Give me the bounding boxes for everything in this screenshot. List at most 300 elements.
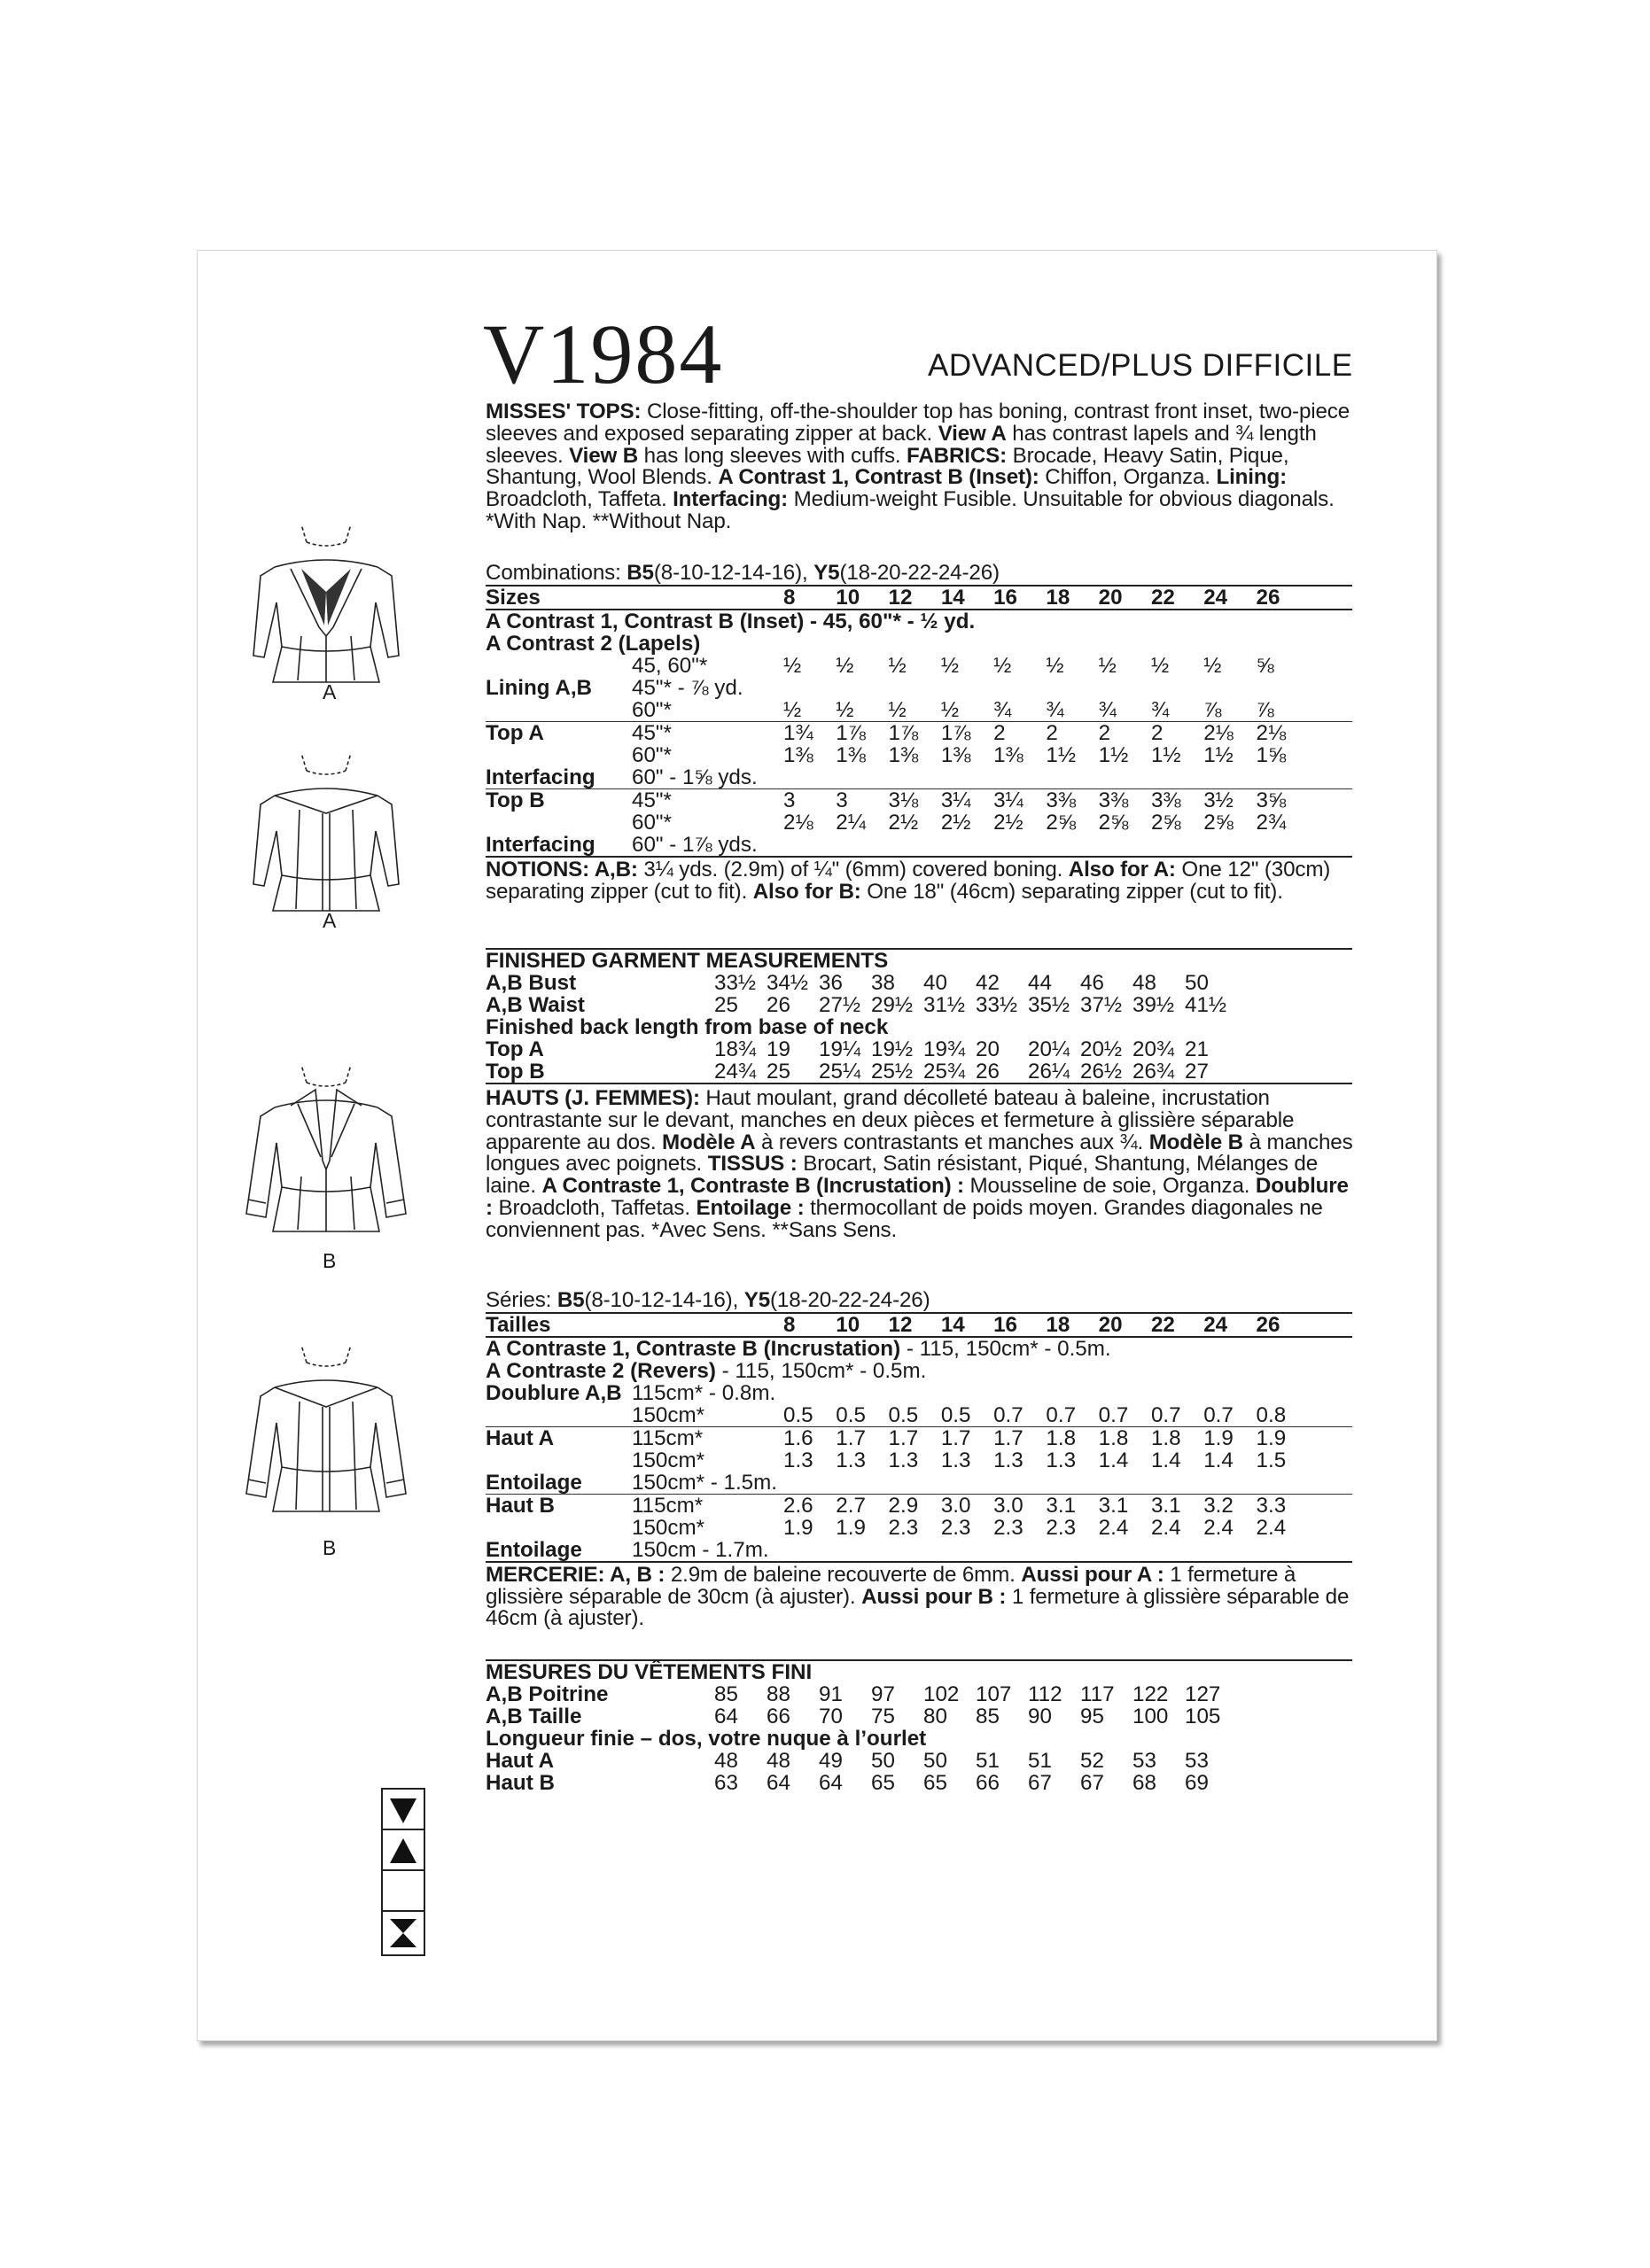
row-label xyxy=(486,1338,1111,1360)
value-cell: 20 xyxy=(1098,1312,1123,1337)
value-cell: 3.1 xyxy=(1046,1493,1077,1518)
value-cell: 91 xyxy=(819,1682,843,1706)
fabric-width: 60" - 1⅞ yds. xyxy=(632,832,758,857)
value-cell: 19½ xyxy=(871,1037,914,1061)
yardage-row xyxy=(486,1404,1352,1426)
text-run: has contrast lapels and ¾ length sleeves. xyxy=(486,421,1317,468)
value-cell: 2.3 xyxy=(888,1515,919,1540)
value-cell: 24 xyxy=(1203,585,1228,610)
row-label-bold: A Contraste 1, Contraste B (Incrustation) xyxy=(486,1336,901,1361)
measurement-row xyxy=(486,1038,1352,1060)
value-cell: ½ xyxy=(1150,653,1170,678)
value-cell: 2¾ xyxy=(1256,810,1287,835)
value-cell: 1.3 xyxy=(783,1448,813,1472)
value-cell: 2¼ xyxy=(836,810,866,835)
value-cell: 97 xyxy=(871,1682,895,1706)
row-label-rest: - 115, 150cm* - 0.5m. xyxy=(900,1336,1111,1361)
yardage-row xyxy=(486,834,1352,856)
value-cell: 1⅞ xyxy=(940,720,971,745)
measurement-row xyxy=(486,1750,1352,1772)
yardage-row xyxy=(486,1427,1352,1449)
value-cell: 2⅝ xyxy=(1150,810,1181,835)
value-cell: 2½ xyxy=(993,810,1023,835)
value-cell: 69 xyxy=(1185,1771,1209,1795)
text-run: 2.9m de baleine recouverte de 6mm. xyxy=(665,1562,1022,1587)
bold-run: View B xyxy=(569,443,639,468)
value-cell: 50 xyxy=(871,1749,895,1773)
yardage-row xyxy=(486,1517,1352,1539)
value-cell: 112 xyxy=(1028,1682,1062,1706)
measurement-row xyxy=(486,1016,1352,1038)
value-cell: 85 xyxy=(976,1705,1000,1728)
yardage-row xyxy=(486,766,1352,788)
fabric-width: 60"* xyxy=(632,697,672,722)
value-cell: ½ xyxy=(1046,653,1064,678)
value-cell: 33½ xyxy=(714,971,757,995)
value-cell: 65 xyxy=(923,1771,947,1795)
value-cell: 8 xyxy=(783,585,796,610)
value-cell: 95 xyxy=(1080,1705,1104,1728)
value-cell: 1.4 xyxy=(1098,1448,1129,1472)
value-cell: 26¼ xyxy=(1028,1060,1070,1084)
value-cell: 33½ xyxy=(976,993,1018,1017)
value-cell: 52 xyxy=(1080,1749,1104,1773)
text-run: (8-10-12-14-16), xyxy=(653,561,814,585)
value-cell: 26 xyxy=(1256,585,1280,610)
yardage-row xyxy=(486,812,1352,834)
value-cell: 20 xyxy=(976,1037,1000,1061)
value-cell: 14 xyxy=(940,585,965,610)
value-cell: 26 xyxy=(1256,1312,1280,1337)
difficulty-level: ADVANCED/PLUS DIFFICILE xyxy=(928,348,1353,383)
value-cell: 12 xyxy=(888,1312,913,1337)
yardage-chart-english xyxy=(486,561,1352,903)
measurement-label: Finished back length from base of neck xyxy=(486,1015,889,1039)
value-cell: 29½ xyxy=(871,993,914,1017)
yardage-row xyxy=(486,677,1352,699)
value-cell: 2⅛ xyxy=(783,810,813,835)
value-cell: 49 xyxy=(819,1749,843,1773)
measurement-label: A,B Taille xyxy=(486,1705,582,1728)
value-cell: 44 xyxy=(1028,971,1052,995)
value-cell: 50 xyxy=(923,1749,947,1773)
value-cell: 1.3 xyxy=(888,1448,919,1472)
text-run: Mousseline de soie, Organza. xyxy=(963,1174,1256,1199)
value-cell: 1⅜ xyxy=(993,742,1023,767)
value-cell: 3⅛ xyxy=(888,788,919,812)
value-cell: ½ xyxy=(1098,653,1117,678)
text-run: One 12" (30cm) separating zipper (cut to fit). xyxy=(486,857,1331,904)
value-cell: 53 xyxy=(1132,1749,1156,1773)
value-cell: 66 xyxy=(767,1705,790,1728)
bold-run: Also for B: xyxy=(752,879,861,904)
value-cell: 48 xyxy=(714,1749,738,1773)
text-run: has long sleeves with cuffs. xyxy=(638,443,907,468)
value-cell: 36 xyxy=(819,971,843,995)
value-cell: 122 xyxy=(1132,1682,1169,1706)
value-cell: 1.9 xyxy=(1256,1425,1287,1450)
measurement-label: Top B xyxy=(486,1060,545,1084)
text-run: (18-20-22-24-26) xyxy=(839,561,1000,585)
value-cell: ½ xyxy=(1203,653,1222,678)
bold-run: MISSES' TOPS: xyxy=(486,400,642,423)
value-cell: 68 xyxy=(1132,1771,1156,1795)
notions-text xyxy=(486,858,1352,904)
value-cell: ½ xyxy=(783,653,802,678)
value-cell: 1½ xyxy=(1150,742,1181,767)
value-cell: 2.4 xyxy=(1098,1515,1129,1540)
value-cell: 21 xyxy=(1185,1037,1209,1061)
value-cell: 1.8 xyxy=(1098,1425,1129,1450)
view-a-back-label: A xyxy=(323,909,337,932)
measurement-label: Longueur finie – dos, votre nuque à l’ourlet xyxy=(486,1727,927,1751)
text-run: 3¼ yds. (2.9m) of ¼" (6mm) covered boning. xyxy=(637,857,1069,882)
measurement-label: A,B Poitrine xyxy=(486,1682,609,1706)
finished-measurements-french xyxy=(486,1659,1352,1794)
value-cell: 19¼ xyxy=(819,1037,861,1061)
value-cell: 100 xyxy=(1132,1705,1169,1728)
measurement-label: A,B Waist xyxy=(486,993,585,1017)
value-cell: 24 xyxy=(1203,1312,1228,1337)
value-cell: 85 xyxy=(714,1682,738,1706)
combinations-line xyxy=(486,561,1352,585)
value-cell: 20¾ xyxy=(1132,1037,1175,1061)
measurement-label: Top A xyxy=(486,1037,544,1061)
row-label: Haut B xyxy=(486,1493,555,1518)
value-cell: 105 xyxy=(1185,1705,1221,1728)
measurement-label: Haut B xyxy=(486,1771,555,1795)
value-cell: 1.7 xyxy=(993,1425,1023,1450)
text-run: Medium-weight Fusible. Unsuitable for obvious diagonals. *With Nap. **Without Nap. xyxy=(486,487,1335,533)
text-run: Haut moulant, grand décolleté bateau à baleine, incrustation contrastante sur le devant, manches en deux pièces et fermeture à glissière séparable apparente au dos. xyxy=(486,1086,1295,1154)
value-cell: 50 xyxy=(1185,971,1209,995)
value-cell: ½ xyxy=(993,653,1012,678)
bold-run: B5 xyxy=(556,1288,585,1312)
fabric-width: 60"* xyxy=(632,742,672,767)
text-run: Séries: xyxy=(486,1288,557,1312)
text-run: Broadcloth, Taffeta. xyxy=(486,487,673,512)
value-cell: ½ xyxy=(783,697,802,722)
value-cell: 51 xyxy=(1028,1749,1052,1773)
value-cell: 88 xyxy=(767,1682,790,1706)
value-cell: 16 xyxy=(993,1312,1018,1337)
value-cell: 20½ xyxy=(1080,1037,1123,1061)
value-cell: 1.4 xyxy=(1150,1448,1181,1472)
value-cell: 16 xyxy=(993,585,1018,610)
value-cell: 2.3 xyxy=(1046,1515,1077,1540)
value-cell: 1½ xyxy=(1098,742,1129,767)
yardage-row xyxy=(486,1495,1352,1517)
bold-run: Lining: xyxy=(1216,465,1287,490)
value-cell: 3⅝ xyxy=(1256,788,1287,812)
value-cell: 2⅝ xyxy=(1098,810,1129,835)
value-cell: 25 xyxy=(714,993,738,1017)
measurement-row xyxy=(486,994,1352,1016)
yardage-row xyxy=(486,633,1352,655)
yardage-chart-french xyxy=(486,1288,1352,1630)
value-cell: 1.9 xyxy=(1203,1425,1234,1450)
value-cell: 1¾ xyxy=(783,720,813,745)
measurement-row xyxy=(486,1728,1352,1750)
value-cell: 40 xyxy=(923,971,947,995)
row-label: A Contrast 1, Contrast B (Inset) - 45, 60"* - ½ yd. xyxy=(486,609,976,633)
view-b-back-label: B xyxy=(323,1536,337,1559)
value-cell: 18 xyxy=(1046,1312,1070,1337)
value-cell: 3.0 xyxy=(940,1493,971,1518)
value-cell: 80 xyxy=(923,1705,947,1728)
value-cell: 2 xyxy=(1098,720,1111,745)
sizes-header-row xyxy=(486,585,1352,610)
value-cell: 3½ xyxy=(1203,788,1234,812)
value-cell: 1.4 xyxy=(1203,1448,1234,1472)
value-cell: 20 xyxy=(1098,585,1123,610)
bold-run: Y5 xyxy=(813,561,840,585)
text-run: Brocade, Heavy Satin, Pique, Shantung, Wool Blends. xyxy=(486,443,1289,490)
fabric-width: 115cm* xyxy=(632,1493,704,1518)
row-label: Lining A,B xyxy=(486,675,593,700)
text-run: Combinations: xyxy=(486,561,627,585)
fabric-width: 45"* - ⅞ yd. xyxy=(632,675,743,700)
measurement-row xyxy=(486,1683,1352,1705)
row-label: Interfacing xyxy=(486,832,595,857)
value-cell: 37½ xyxy=(1080,993,1123,1017)
value-cell: 10 xyxy=(836,1312,860,1337)
fabric-width: 60" - 1⅝ yds. xyxy=(632,765,758,789)
description-english xyxy=(486,401,1354,533)
bold-run: NOTIONS: A,B: xyxy=(486,857,638,882)
bold-run: Aussi pour B : xyxy=(861,1584,1007,1609)
row-label: Doublure A,B xyxy=(486,1380,622,1405)
fabric-width: 115cm* xyxy=(632,1425,704,1450)
measurement-row xyxy=(486,972,1352,994)
yardage-row xyxy=(486,789,1352,812)
yardage-row xyxy=(486,1360,1352,1382)
down-triangle-icon xyxy=(388,1797,418,1825)
value-cell: 1.9 xyxy=(836,1515,866,1540)
value-cell: 19 xyxy=(767,1037,790,1061)
yardage-row xyxy=(486,1338,1352,1360)
value-cell: 3.0 xyxy=(993,1493,1023,1518)
sizes-label: Sizes xyxy=(486,585,541,610)
fabric-width: 115cm* - 0.8m. xyxy=(632,1380,776,1405)
value-cell: 3⅜ xyxy=(1046,788,1077,812)
fabric-width: 150cm* - 1.5m. xyxy=(632,1470,777,1495)
value-cell: ⅞ xyxy=(1203,697,1222,722)
value-cell: 0.5 xyxy=(888,1402,919,1427)
bold-run: Doublure : xyxy=(486,1174,1349,1220)
value-cell: 19¾ xyxy=(923,1037,966,1061)
bold-run: Modèle A xyxy=(662,1130,756,1154)
measurement-row xyxy=(486,1705,1352,1728)
yardage-row xyxy=(486,1449,1352,1472)
value-cell: 31½ xyxy=(923,993,966,1017)
value-cell: 67 xyxy=(1028,1771,1052,1795)
value-cell: ⅞ xyxy=(1256,697,1274,722)
row-label: A Contrast 2 (Lapels) xyxy=(486,631,701,656)
value-cell: 75 xyxy=(871,1705,895,1728)
value-cell: 70 xyxy=(819,1705,843,1728)
yardage-row xyxy=(486,744,1352,766)
value-cell: 107 xyxy=(976,1682,1012,1706)
value-cell: 1.8 xyxy=(1150,1425,1181,1450)
value-cell: 0.7 xyxy=(993,1402,1023,1427)
value-cell: 10 xyxy=(836,585,860,610)
value-cell: 1⅜ xyxy=(940,742,971,767)
value-cell: 90 xyxy=(1028,1705,1052,1728)
value-cell: 0.7 xyxy=(1098,1402,1129,1427)
view-a-back-drawing xyxy=(237,751,424,920)
value-cell: 2⅛ xyxy=(1203,720,1234,745)
value-cell: 25½ xyxy=(871,1060,914,1084)
view-b-front-label: B xyxy=(323,1249,337,1272)
value-cell: 22 xyxy=(1150,585,1175,610)
value-cell: ⅝ xyxy=(1256,653,1274,678)
bold-run: Modèle B xyxy=(1148,1130,1243,1154)
bold-run: Y5 xyxy=(743,1288,771,1312)
bold-run: FABRICS: xyxy=(907,443,1008,468)
value-cell: 1.8 xyxy=(1046,1425,1077,1450)
value-cell: 3 xyxy=(783,788,796,812)
value-cell: 2.4 xyxy=(1203,1515,1234,1540)
hourglass-icon xyxy=(388,1917,418,1949)
value-cell: ½ xyxy=(836,697,854,722)
sizes-header-row xyxy=(486,1312,1352,1338)
value-cell: 1.6 xyxy=(783,1425,813,1450)
value-cell: 41½ xyxy=(1185,993,1227,1017)
value-cell: 0.5 xyxy=(940,1402,971,1427)
value-cell: ¾ xyxy=(1046,697,1064,722)
value-cell: 48 xyxy=(1132,971,1156,995)
value-cell: 2.9 xyxy=(888,1493,919,1518)
value-cell: 0.7 xyxy=(1046,1402,1077,1427)
text-run: Close-fitting, off-the-shoulder top has boning, contrast front inset, two-piece sleeves and exposed separating zipper at back. xyxy=(486,400,1350,446)
value-cell: 1.7 xyxy=(888,1425,919,1450)
value-cell: 26 xyxy=(767,993,790,1017)
value-cell: 51 xyxy=(976,1749,1000,1773)
value-cell: 1⅝ xyxy=(1256,742,1287,767)
value-cell: 1.7 xyxy=(836,1425,866,1450)
value-cell: 42 xyxy=(976,971,1000,995)
value-cell: 1.3 xyxy=(940,1448,971,1472)
value-cell: 27 xyxy=(1185,1060,1209,1084)
fabric-width: 150cm* xyxy=(632,1402,705,1427)
fabric-width: 60"* xyxy=(632,810,672,835)
value-cell: 1⅞ xyxy=(836,720,866,745)
value-cell: 1.3 xyxy=(1046,1448,1077,1472)
yardage-row xyxy=(486,722,1352,744)
value-cell: 24¾ xyxy=(714,1060,757,1084)
value-cell: 3⅜ xyxy=(1150,788,1181,812)
value-cell: 34½ xyxy=(767,971,809,995)
value-cell: ½ xyxy=(940,697,960,722)
row-label: Top B xyxy=(486,788,545,812)
value-cell: 117 xyxy=(1080,1682,1115,1706)
value-cell: 3⅜ xyxy=(1098,788,1129,812)
value-cell: 27½ xyxy=(819,993,861,1017)
row-label: Entoilage xyxy=(486,1470,582,1495)
value-cell: 0.5 xyxy=(836,1402,866,1427)
value-cell: 0.7 xyxy=(1150,1402,1181,1427)
bold-run: Interfacing: xyxy=(673,487,789,512)
measurements-title: FINISHED GARMENT MEASUREMENTS xyxy=(486,949,889,973)
fabric-width: 45, 60"* xyxy=(632,653,708,678)
value-cell: 2½ xyxy=(888,810,919,835)
value-cell: 2⅝ xyxy=(1046,810,1077,835)
value-cell: 2 xyxy=(993,720,1006,745)
text-run: à revers contrastants et manches aux ¾. xyxy=(755,1130,1149,1154)
row-label-rest: - 115, 150cm* - 0.5m. xyxy=(715,1358,927,1383)
value-cell: 2 xyxy=(1150,720,1164,745)
value-cell: ¾ xyxy=(1098,697,1117,722)
yardage-row xyxy=(486,655,1352,677)
value-cell: 48 xyxy=(767,1749,790,1773)
bold-run: TISSUS : xyxy=(707,1152,798,1177)
bold-run: View A xyxy=(938,421,1007,446)
measurement-label: A,B Bust xyxy=(486,971,577,995)
text-run: (8-10-12-14-16), xyxy=(584,1288,744,1312)
value-cell: 67 xyxy=(1080,1771,1104,1795)
row-label: Entoilage xyxy=(486,1537,582,1562)
value-cell: 2.4 xyxy=(1256,1515,1287,1540)
notions-text xyxy=(486,1563,1352,1630)
fabric-width: 150cm* xyxy=(632,1448,705,1472)
bold-run: MERCERIE: A, B : xyxy=(486,1562,665,1587)
value-cell: 3¼ xyxy=(993,788,1023,812)
bold-run: B5 xyxy=(627,561,654,585)
bold-run: HAUTS (J. FEMMES): xyxy=(486,1086,700,1110)
value-cell: ½ xyxy=(888,653,907,678)
value-cell: 25¼ xyxy=(819,1060,861,1084)
row-label: Interfacing xyxy=(486,765,595,789)
text-run: 1 fermeture à glissière séparable de 46cm (à ajuster). xyxy=(486,1584,1350,1631)
value-cell: 25¾ xyxy=(923,1060,966,1084)
text-run: Chiffon, Organza. xyxy=(1039,465,1217,490)
measurements-title: MESURES DU VÊTEMENTS FINI xyxy=(486,1660,813,1684)
value-cell: 1.7 xyxy=(940,1425,971,1450)
value-cell: 0.7 xyxy=(1203,1402,1234,1427)
finished-measurements-english xyxy=(486,948,1352,1084)
value-cell: 64 xyxy=(819,1771,843,1795)
value-cell: 3.2 xyxy=(1203,1493,1234,1518)
bold-run: Entoilage : xyxy=(696,1195,805,1220)
value-cell: ¾ xyxy=(993,697,1012,722)
text-run: à manches longues avec poignets. xyxy=(486,1130,1353,1177)
value-cell: 8 xyxy=(783,1312,796,1337)
value-cell: 25 xyxy=(767,1060,790,1084)
value-cell: ½ xyxy=(888,697,907,722)
value-cell: 14 xyxy=(940,1312,965,1337)
fabric-width: 150cm - 1.7m. xyxy=(632,1537,769,1562)
value-cell: 3 xyxy=(836,788,848,812)
value-cell: 64 xyxy=(714,1705,738,1728)
value-cell: 2.6 xyxy=(783,1493,813,1518)
value-cell: 102 xyxy=(923,1682,960,1706)
value-cell: 2.3 xyxy=(940,1515,971,1540)
value-cell: 12 xyxy=(888,585,913,610)
view-b-front-drawing xyxy=(237,1063,424,1240)
fabric-width: 45"* xyxy=(632,788,672,812)
value-cell: 1.9 xyxy=(783,1515,813,1540)
bold-run: Also for A: xyxy=(1068,857,1176,882)
pattern-symbol-legend xyxy=(381,1788,425,1956)
yardage-row xyxy=(486,699,1352,721)
value-cell: 2.4 xyxy=(1150,1515,1181,1540)
value-cell: 1⅞ xyxy=(888,720,919,745)
description-french xyxy=(486,1088,1354,1242)
view-b-back-drawing xyxy=(237,1343,424,1520)
value-cell: 1⅜ xyxy=(836,742,866,767)
row-label-bold: A Contraste 2 (Revers) xyxy=(486,1358,716,1383)
